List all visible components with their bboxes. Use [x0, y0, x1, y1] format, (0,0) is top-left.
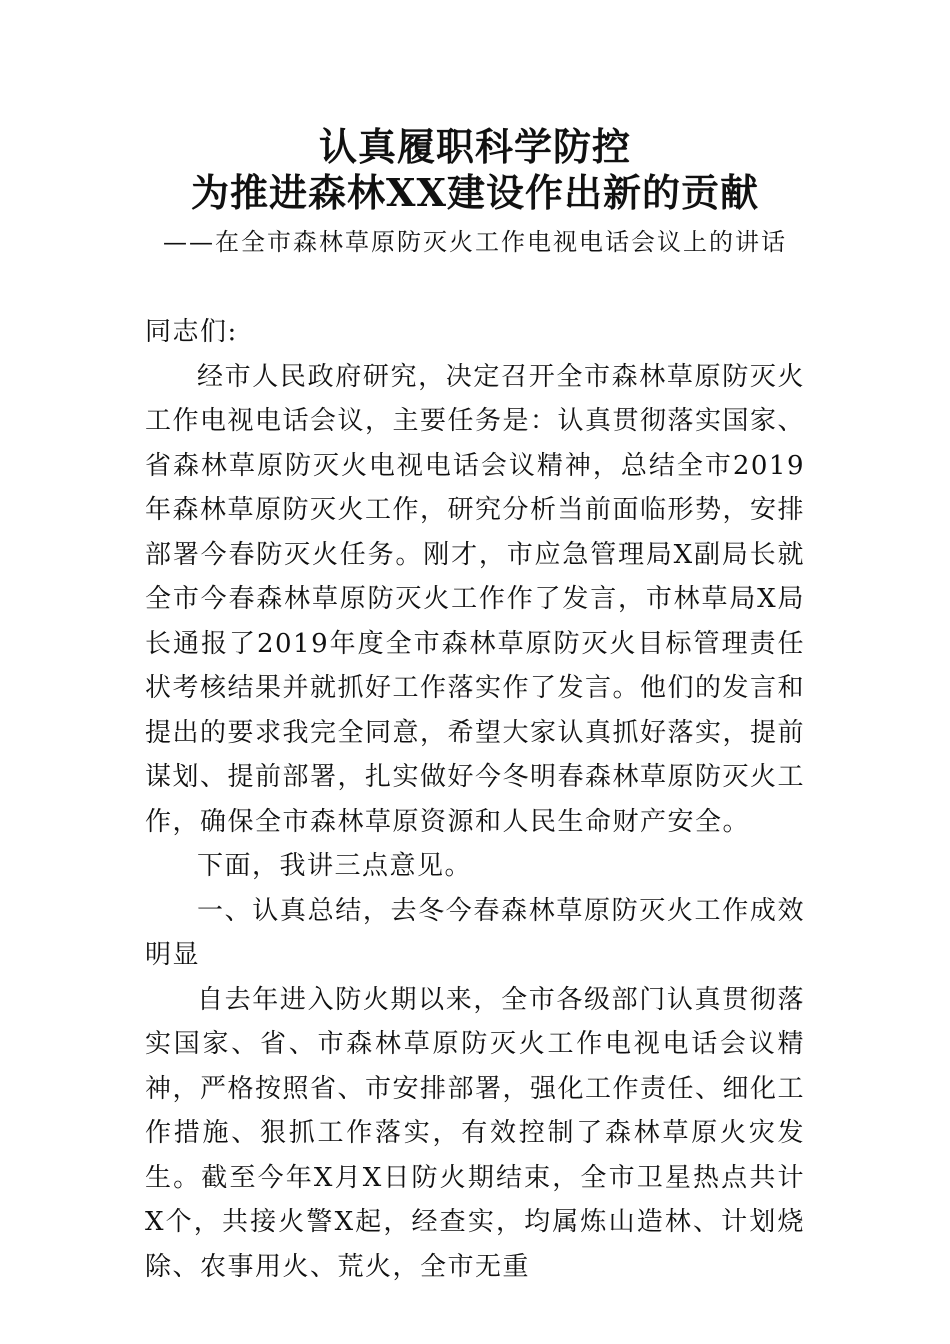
salutation: 同志们: — [145, 317, 238, 347]
paragraph-three-points: 下面，我讲三点意见。 — [197, 851, 473, 881]
subtitle: ——在全市森林草原防灭火工作电视电话会议上的讲话 — [163, 228, 787, 256]
title-line-2: 为推进森林XX建设作出新的贡献 — [191, 170, 759, 215]
paragraph-intro: 经市人民政府研究，决定召开全市森林草原防灭火工作电视电话会议，主要任务是：认真贯彻落实国家、省森林草原防灭火电视电话会议精神，总结全市2019年森林草原防灭火工作，研究分析当前面临形势，安排部署今春防灭火任务。刚才，市应急管理局X副局长就全市今春森林草原防灭火工作作了发言，市林草局X局长通报了2019年度全市森林草原防灭火目标管理责任状考核结果并就抓好工作落实作了发言。他们的发言和提出的要求我完全同意，希望大家认真抓好落实，提前谋划、提前部署，扎实做好今冬明春森林草原防灭火工作，确保全市森林草原资源和人民生命财产安全。 — [145, 361, 806, 837]
paragraph-section-1: 自去年进入防火期以来，全市各级部门认真贯彻落实国家、省、市森林草原防灭火工作电视电话会议精神，严格按照省、市安排部署，强化工作责任、细化工作措施、狠抓工作落实，有效控制了森林草原火灾发生。截至今年X月X日防火期结束，全市卫星热点共计X个，共接火警X起，经查实，均属炼山造林、计划烧除、农事用火、荒火，全市无重 — [145, 984, 806, 1282]
title-line-1: 认真履职科学防控 — [318, 124, 631, 169]
section-heading-1: 一、认真总结，去冬今春森林草原防灭火工作成效明显 — [145, 895, 805, 970]
document-body — [145, 310, 805, 1289]
